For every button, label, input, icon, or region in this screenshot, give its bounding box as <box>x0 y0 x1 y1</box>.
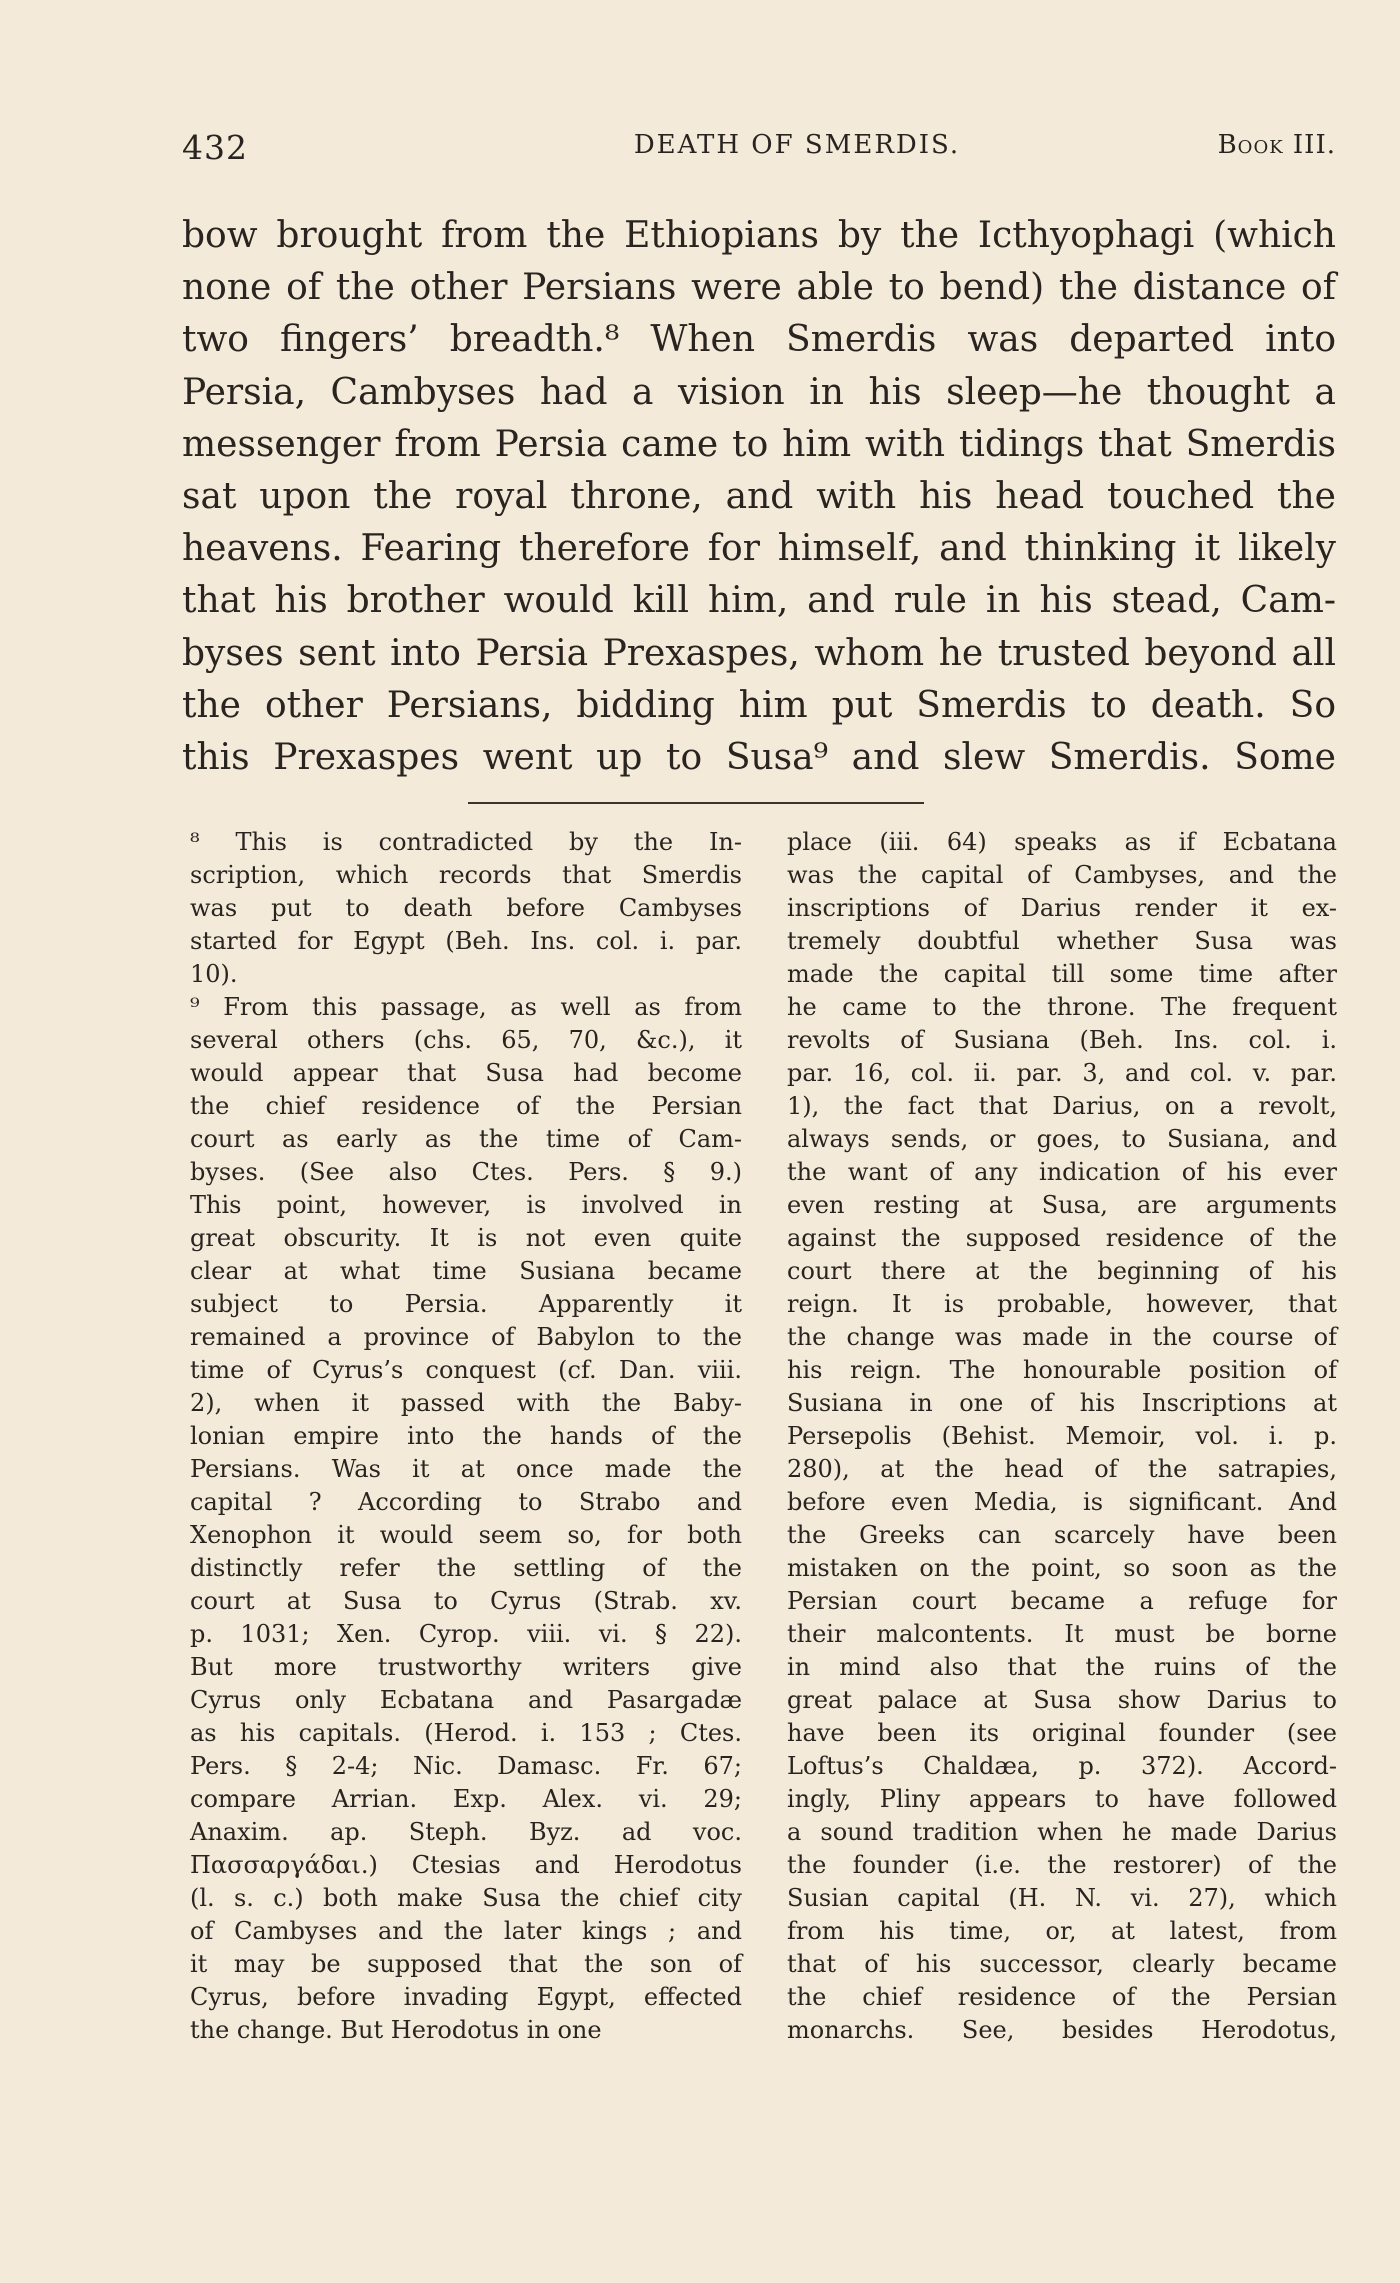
body-text-line: byses sent into Persia Prexaspes, whom he trusted beyond all <box>182 632 1336 674</box>
footnote-line: ingly, Pliny appears to have followed <box>787 1785 1337 1813</box>
footnote-line: court at Susa to Cyrus (Strab. xv. <box>190 1587 742 1615</box>
footnote-line: of Cambyses and the later kings ; and <box>190 1917 742 1945</box>
footnote-line: Cyrus, before invading Egypt, effected <box>190 1983 742 2011</box>
body-text-line: sat upon the royal throne, and with his head touched the <box>182 475 1336 517</box>
footnote-line: as his capitals. (Herod. i. 153 ; Ctes. <box>190 1719 742 1747</box>
footnote-line: it may be supposed that the son of <box>190 1950 742 1978</box>
book-label: Book III. <box>1217 130 1336 160</box>
body-text-line: two fingers’ breadth.⁸ When Smerdis was departed into <box>182 319 1336 361</box>
footnote-line: the change. But Herodotus in one <box>190 2016 602 2044</box>
footnote-line: Xenophon it would seem so, for both <box>190 1521 742 1549</box>
footnote-line: would appear that Susa had become <box>190 1059 742 1087</box>
footnotes-right-column <box>787 826 1337 2047</box>
footnote-line: 2), when it passed with the Baby- <box>190 1389 742 1417</box>
footnote-line: the change was made in the course of <box>787 1323 1337 1351</box>
footnote-line: remained a province of Babylon to the <box>190 1323 742 1351</box>
footnote-line: a sound tradition when he made Darius <box>787 1818 1337 1846</box>
footnote-line: great palace at Susa show Darius to <box>787 1686 1337 1714</box>
body-text-line: that his brother would kill him, and rule in his stead, Cam- <box>182 580 1336 622</box>
footnote-line: the founder (i.e. the restorer) of the <box>787 1851 1337 1879</box>
footnote-line: Πασσαργάδαι.) Ctesias and Herodotus <box>190 1851 742 1879</box>
footnote-line: court as early as the time of Cam- <box>190 1125 742 1153</box>
footnote-line: the chief residence of the Persian <box>787 1983 1337 2011</box>
running-title: DEATH OF SMERDIS. <box>633 130 961 160</box>
footnote-line: inscriptions of Darius render it ex- <box>787 894 1337 922</box>
body-text-line: Persia, Cambyses had a vision in his sleep—he thought a <box>182 371 1336 413</box>
footnote-line: 10). <box>190 960 238 988</box>
footnote-line: started for Egypt (Beh. Ins. col. i. par. <box>190 927 742 955</box>
footnote-line: This point, however, is involved in <box>190 1191 742 1219</box>
footnote-line: against the supposed residence of the <box>787 1224 1337 1252</box>
body-text-line: this Prexaspes went up to Susa⁹ and slew Smerdis. Some <box>182 736 1336 778</box>
page-number: 432 <box>182 128 248 167</box>
footnote-line: their malcontents. It must be borne <box>787 1620 1337 1648</box>
footnote-line: par. 16, col. ii. par. 3, and col. v. par. <box>787 1059 1337 1087</box>
footnote-line: the chief residence of the Persian <box>190 1092 742 1120</box>
body-text-line: the other Persians, bidding him put Smerdis to death. So <box>182 684 1336 726</box>
footnote-line: have been its original founder (see <box>787 1719 1337 1747</box>
footnote-line: 280), at the head of the satrapies, <box>787 1455 1337 1483</box>
footnote-line: was the capital of Cambyses, and the <box>787 861 1337 889</box>
footnote-line: his reign. The honourable position of <box>787 1356 1337 1384</box>
footnote-line: monarchs. See, besides Herodotus, <box>787 2016 1337 2044</box>
body-text-line: bow brought from the Ethiopians by the Icthyophagi (which <box>182 215 1336 256</box>
footnote-line: ⁸ This is contradicted by the In- <box>190 828 742 856</box>
footnote-line: court there at the beginning of his <box>787 1257 1337 1285</box>
footnote-line: scription, which records that Smerdis <box>190 861 742 889</box>
footnote-line: made the capital till some time after <box>787 960 1337 988</box>
footnote-line: Cyrus only Ecbatana and Pasargadæ <box>190 1686 742 1714</box>
footnote-line: before even Media, is significant. And <box>787 1488 1337 1516</box>
footnote-line: But more trustworthy writers give <box>190 1653 742 1681</box>
body-text-line: heavens. Fearing therefore for himself, and thinking it likely <box>182 528 1336 570</box>
footnote-line: Persian court became a refuge for <box>787 1587 1337 1615</box>
footnote-line: distinctly refer the settling of the <box>190 1554 742 1582</box>
footnote-line: Susian capital (H. N. vi. 27), which <box>787 1884 1337 1912</box>
footnote-line: that of his successor, clearly became <box>787 1950 1337 1978</box>
footnote-line: 1), the fact that Darius, on a revolt, <box>787 1092 1337 1120</box>
footnote-line: Persians. Was it at once made the <box>190 1455 742 1483</box>
footnote-line: reign. It is probable, however, that <box>787 1290 1337 1318</box>
footnote-line: Anaxim. ap. Steph. Byz. ad voc. <box>190 1818 742 1846</box>
main-text <box>182 210 1336 784</box>
footnote-line: (l. s. c.) both make Susa the chief city <box>190 1884 742 1912</box>
footnote-rule <box>468 802 924 804</box>
footnote-line: in mind also that the ruins of the <box>787 1653 1337 1681</box>
footnotes-left-column <box>190 826 742 2047</box>
running-header <box>182 128 1336 168</box>
footnote-line: revolts of Susiana (Beh. Ins. col. i. <box>787 1026 1337 1054</box>
footnote-line: from his time, or, at latest, from <box>787 1917 1337 1945</box>
footnote-line: ⁹ From this passage, as well as from <box>190 993 742 1021</box>
footnote-line: lonian empire into the hands of the <box>190 1422 742 1450</box>
footnote-line: tremely doubtful whether Susa was <box>787 927 1337 955</box>
footnote-line: clear at what time Susiana became <box>190 1257 742 1285</box>
footnote-line: subject to Persia. Apparently it <box>190 1290 742 1318</box>
footnote-line: the want of any indication of his ever <box>787 1158 1337 1186</box>
footnote-line: always sends, or goes, to Susiana, and <box>787 1125 1337 1153</box>
footnote-line: place (iii. 64) speaks as if Ecbatana <box>787 828 1337 856</box>
footnote-line: he came to the throne. The frequent <box>787 993 1337 1021</box>
footnote-line: Persepolis (Behist. Memoir, vol. i. p. <box>787 1422 1337 1450</box>
footnote-line: several others (chs. 65, 70, &c.), it <box>190 1026 742 1054</box>
footnote-line: great obscurity. It is not even quite <box>190 1224 742 1252</box>
footnote-line: time of Cyrus’s conquest (cf. Dan. viii. <box>190 1356 742 1384</box>
body-text-line: none of the other Persians were able to bend) the distance of <box>182 267 1336 309</box>
footnote-line: the Greeks can scarcely have been <box>787 1521 1337 1549</box>
footnote-line: was put to death before Cambyses <box>190 894 742 922</box>
footnote-line: compare Arrian. Exp. Alex. vi. 29; <box>190 1785 742 1813</box>
body-text-line: messenger from Persia came to him with tidings that Smerdis <box>182 423 1336 465</box>
footnote-line: Susiana in one of his Inscriptions at <box>787 1389 1337 1417</box>
footnote-line: Pers. § 2-4; Nic. Damasc. Fr. 67; <box>190 1752 742 1780</box>
footnote-line: byses. (See also Ctes. Pers. § 9.) <box>190 1158 742 1186</box>
footnote-line: p. 1031; Xen. Cyrop. viii. vi. § 22). <box>190 1620 742 1648</box>
footnote-line: capital ? According to Strabo and <box>190 1488 742 1516</box>
footnote-line: even resting at Susa, are arguments <box>787 1191 1337 1219</box>
footnote-line: mistaken on the point, so soon as the <box>787 1554 1337 1582</box>
footnote-line: Loftus’s Chaldæa, p. 372). Accord- <box>787 1752 1337 1780</box>
